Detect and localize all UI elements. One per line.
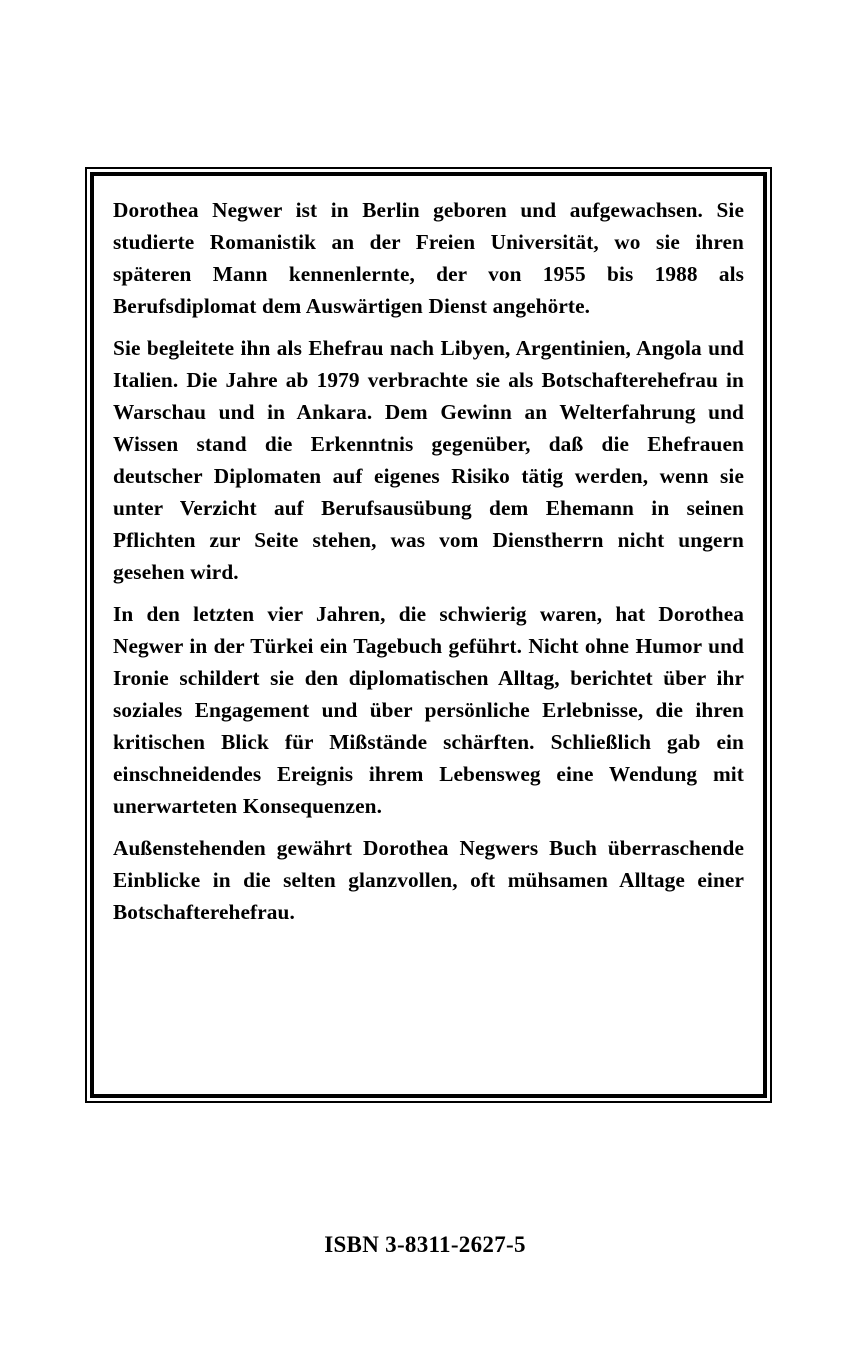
blurb-frame-inner bbox=[90, 172, 767, 1098]
blurb-text-block bbox=[113, 194, 744, 928]
blurb-paragraph-1: Dorothea Negwer ist in Berlin geboren und aufgewachsen. Sie studierte Romanistik an der Freien Universität, wo sie ihren späteren Mann kennenlernte, der von 1955 bis 1988 als Berufsdiplomat dem Auswärtigen Dienst angehörte. bbox=[113, 198, 744, 318]
blurb-paragraph-3: In den letzten vier Jahren, die schwierig waren, hat Dorothea Negwer in der Türkei ein Tagebuch geführt. Nicht ohne Humor und Ironie schildert sie den diplomatischen Alltag, berichtet über ihr soziales Engagement und über persönliche Erlebnisse, die ihren kritischen Blick für Mißstände schärften. Schließlich gab ein einschneidendes Ereignis ihrem Lebensweg eine Wendung mit unerwarteten Konsequenzen. bbox=[113, 602, 744, 818]
isbn-number: ISBN 3-8311-2627-5 bbox=[324, 1232, 526, 1257]
blurb-paragraph-2: Sie begleitete ihn als Ehefrau nach Libyen, Argentinien, Angola und Italien. Die Jahre ab 1979 verbrachte sie als Botschafterehefrau in Warschau und in Ankara. Dem Gewinn an Welterfahrung und Wissen stand die Erkenntnis gegenüber, daß die Ehefrauen deutscher Diplomaten auf eigenes Risiko tätig werden, wenn sie unter Verzicht auf Berufsausübung dem Ehemann in seinen Pflichten zur Seite stehen, was vom Dienstherrn nicht ungern gesehen wird. bbox=[113, 336, 744, 584]
blurb-frame bbox=[85, 167, 772, 1103]
blurb-paragraph-4: Außenstehenden gewährt Dorothea Negwers Buch überraschende Einblicke in die selten glanzvollen, oft mühsamen Alltage einer Botschafterehefrau. bbox=[113, 836, 744, 924]
